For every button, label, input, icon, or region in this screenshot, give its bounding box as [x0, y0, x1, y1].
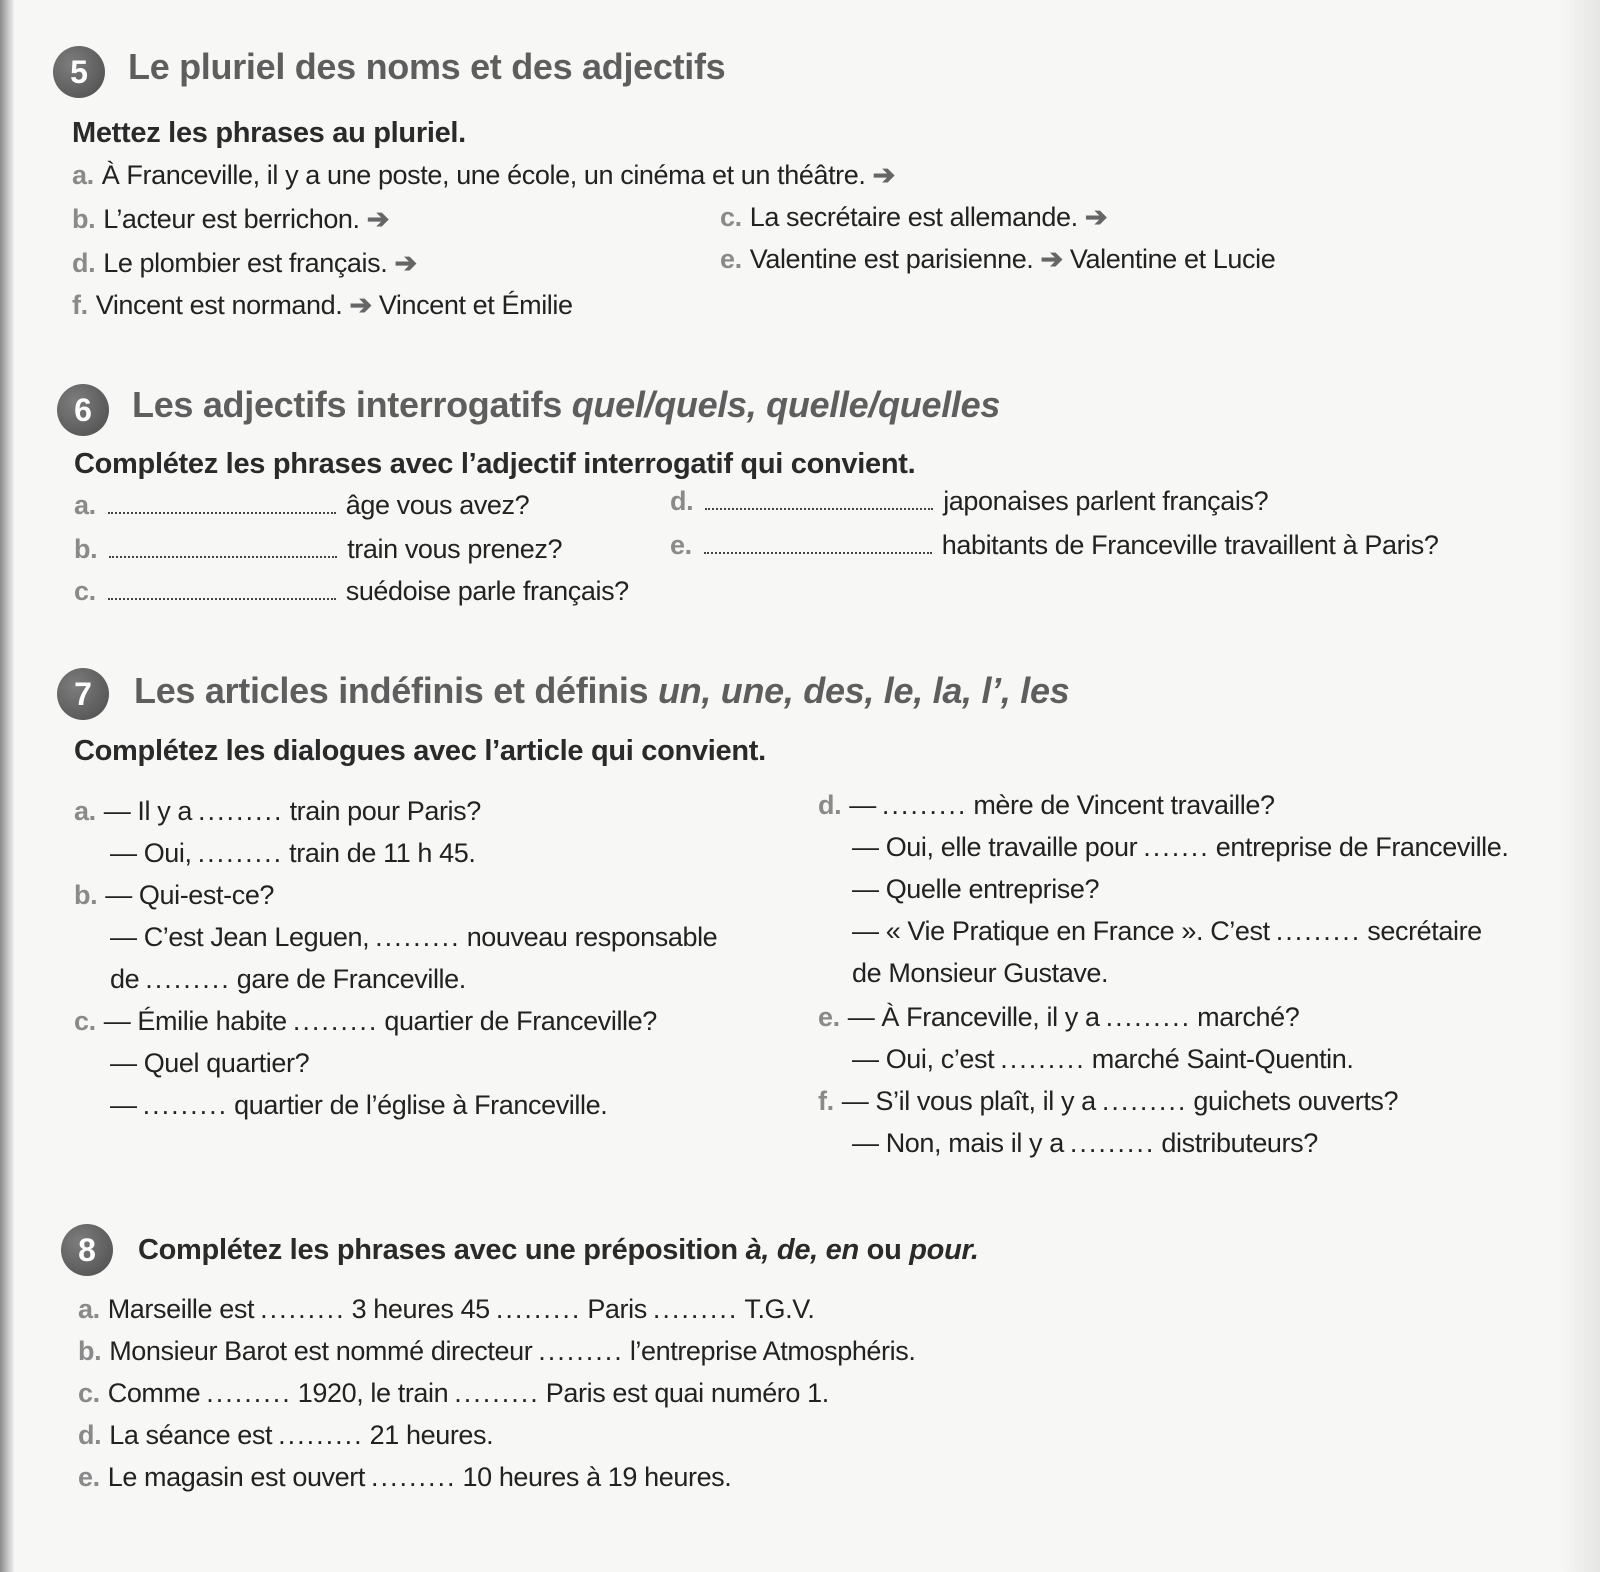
dialogue-line: [110, 964, 466, 995]
item-letter: a.: [74, 490, 96, 520]
answer-blank[interactable]: .........: [278, 1420, 364, 1450]
dialogue-text: — Oui,: [110, 838, 192, 868]
dialogue-text: mère de Vincent travaille?: [973, 790, 1275, 820]
item-text: T.G.V.: [744, 1294, 815, 1324]
exercise-item: [78, 1378, 829, 1409]
dialogue-line: [818, 790, 1275, 821]
instruction-text: Complétez les phrases avec une préposition: [138, 1234, 746, 1266]
item-continuation: Valentine et Lucie: [1069, 244, 1276, 274]
item-letter: d.: [818, 790, 842, 820]
dialogue-text: nouveau responsable: [466, 922, 718, 952]
answer-blank[interactable]: .........: [881, 790, 968, 820]
item-text: La secrétaire est allemande.: [749, 202, 1078, 232]
dialogue-text: entreprise de Franceville.: [1215, 832, 1509, 862]
dialogue-text: — Oui, c’est: [852, 1044, 995, 1074]
item-letter: a.: [78, 1294, 100, 1324]
dialogue-line: [818, 1002, 1299, 1033]
item-letter: e.: [818, 1002, 840, 1032]
dialogue-text: — Qui-est-ce?: [105, 880, 275, 910]
item-text: 3 heures 45: [351, 1294, 490, 1324]
item-letter: c.: [74, 1006, 96, 1036]
answer-blank[interactable]: .........: [260, 1294, 346, 1324]
dialogue-line: [852, 1128, 1318, 1159]
arrow-icon: ➔: [1084, 202, 1108, 232]
exercise-item: [74, 534, 562, 565]
exercise-item: [74, 490, 529, 521]
item-text: Vincent est normand.: [95, 290, 343, 320]
instruction: Complétez les dialogues avec l’article qui convient.: [74, 735, 766, 767]
dialogue-line: [852, 1044, 1354, 1075]
dialogue-text: quartier de l’église à Franceville.: [234, 1090, 608, 1120]
dialogue-text: — Quelle entreprise?: [852, 874, 1100, 904]
exercise-item: [72, 204, 389, 235]
item-text: habitants de Franceville travaillent à Paris?: [941, 530, 1439, 560]
item-letter: f.: [818, 1086, 834, 1116]
answer-blank[interactable]: .........: [292, 1006, 379, 1036]
answer-blank[interactable]: [704, 532, 932, 554]
section-title: [132, 384, 1000, 426]
instruction: [138, 1234, 979, 1267]
arrow-icon: ➔: [872, 160, 895, 190]
section-title: [134, 670, 1069, 712]
instruction: Complétez les phrases avec l’adjectif interrogatif qui convient.: [74, 448, 916, 480]
instruction-italic-text: à, de, en: [745, 1234, 859, 1266]
item-text: Paris est quai numéro 1.: [545, 1378, 829, 1408]
exercise-item: [74, 576, 629, 607]
item-text: train vous prenez?: [347, 534, 563, 564]
answer-blank[interactable]: .........: [375, 922, 461, 952]
exercise-item: [720, 244, 1275, 275]
answer-blank[interactable]: .........: [197, 838, 284, 868]
exercise-item: [78, 1336, 915, 1367]
title-italic-text: quel/quels, quelle/quelles: [571, 384, 1001, 425]
answer-blank[interactable]: .........: [142, 1090, 229, 1120]
exercise-item: [78, 1462, 731, 1493]
page-edge-shade: [1560, 0, 1600, 1572]
answer-blank[interactable]: .........: [1101, 1086, 1188, 1116]
answer-blank[interactable]: .........: [538, 1336, 624, 1366]
item-text: Marseille est: [107, 1294, 255, 1324]
arrow-icon: ➔: [394, 248, 417, 278]
answer-blank[interactable]: .........: [1105, 1002, 1192, 1032]
dialogue-line: [74, 1006, 657, 1037]
dialogue-line: [74, 880, 274, 911]
exercise-item: [72, 160, 895, 191]
dialogue-line: [818, 1086, 1398, 1117]
dialogue-text: — Quel quartier?: [110, 1048, 310, 1078]
item-text: Valentine est parisienne.: [749, 244, 1034, 274]
dialogue-text: — C’est Jean Leguen,: [110, 922, 370, 952]
title-italic-text: un, une, des, le, la, l’, les: [657, 670, 1070, 711]
answer-blank[interactable]: .........: [145, 964, 231, 994]
dialogue-text: — Il y a: [103, 796, 193, 826]
instruction: Mettez les phrases au pluriel.: [72, 117, 466, 149]
item-letter: e.: [670, 530, 692, 560]
exercise-item: [78, 1420, 493, 1451]
dialogue-text: —: [849, 790, 876, 820]
answer-blank[interactable]: .........: [1275, 916, 1362, 946]
instruction-text: ou: [858, 1234, 910, 1266]
exercise-item: [670, 486, 1268, 517]
answer-blank[interactable]: [108, 492, 336, 514]
exercise-number-badge: 6: [57, 384, 109, 436]
item-text: 10 heures à 19 heures.: [462, 1462, 732, 1492]
item-text: Paris: [587, 1294, 647, 1324]
item-text: La séance est: [109, 1420, 273, 1450]
item-text: suédoise parle français?: [345, 576, 629, 606]
item-text: Monsieur Barot est nommé directeur: [109, 1336, 533, 1366]
dialogue-line: [110, 838, 475, 869]
answer-blank[interactable]: .........: [652, 1294, 739, 1324]
item-text: Le magasin est ouvert: [107, 1462, 365, 1492]
item-letter: d.: [78, 1420, 102, 1450]
dialogue-text: — « Vie Pratique en France ». C’est: [852, 916, 1270, 946]
item-letter: c.: [720, 202, 742, 232]
dialogue-text: — À Franceville, il y a: [847, 1002, 1100, 1032]
item-text: À Franceville, il y a une poste, une école, un cinéma et un théâtre.: [101, 160, 866, 190]
answer-blank[interactable]: .........: [495, 1294, 582, 1324]
arrow-icon: ➔: [1040, 244, 1063, 274]
item-continuation: Vincent et Émilie: [378, 290, 573, 320]
dialogue-text: — Émilie habite: [103, 1006, 287, 1036]
dialogue-text: de: [110, 964, 140, 994]
dialogue-line: [74, 796, 481, 827]
exercise-number-badge: 8: [61, 1224, 113, 1276]
arrow-icon: ➔: [349, 290, 372, 320]
dialogue-text: gare de Franceville.: [236, 964, 466, 994]
dialogue-text: — S’il vous plaît, il y a: [841, 1086, 1096, 1116]
dialogue-line: [852, 958, 1108, 989]
dialogue-line: [110, 1090, 607, 1121]
title-text: Les adjectifs interrogatifs: [132, 384, 572, 425]
answer-blank[interactable]: .........: [454, 1378, 540, 1408]
item-letter: e.: [78, 1462, 100, 1492]
dialogue-text: secrétaire: [1367, 916, 1482, 946]
dialogue-line: [852, 874, 1099, 905]
dialogue-text: quartier de Franceville?: [384, 1006, 657, 1036]
exercise-number-badge: 7: [57, 668, 109, 720]
dialogue-line: [852, 916, 1482, 947]
section-title: Le pluriel des noms et des adjectifs: [128, 46, 726, 87]
dialogue-text: train de 11 h 45.: [289, 838, 476, 868]
dialogue-text: —: [110, 1090, 137, 1120]
answer-blank[interactable]: .........: [198, 796, 284, 826]
exercise-item: [78, 1294, 815, 1325]
item-letter: b.: [72, 204, 96, 234]
item-letter: c.: [74, 576, 96, 606]
answer-blank[interactable]: .........: [1069, 1128, 1156, 1158]
instruction-italic-text: pour.: [909, 1234, 979, 1266]
item-text: âge vous avez?: [345, 490, 530, 520]
exercise-item: [670, 530, 1439, 561]
item-letter: a.: [74, 796, 96, 826]
exercise-number-badge: 5: [53, 46, 105, 98]
dialogue-text: — Oui, elle travaille pour: [852, 832, 1138, 862]
item-letter: b.: [78, 1336, 102, 1366]
dialogue-line: [852, 832, 1509, 863]
dialogue-text: marché Saint-Quentin.: [1091, 1044, 1354, 1074]
dialogue-line: [110, 922, 717, 953]
dialogue-text: marché?: [1197, 1002, 1300, 1032]
answer-blank[interactable]: .......: [1143, 832, 1210, 862]
item-letter: c.: [78, 1378, 100, 1408]
item-text: L’acteur est berrichon.: [103, 204, 360, 234]
item-text: Le plombier est français.: [103, 248, 388, 278]
answer-blank[interactable]: [108, 578, 336, 600]
exercise-item: [720, 202, 1107, 233]
item-letter: d.: [72, 248, 96, 278]
dialogue-text: de Monsieur Gustave.: [852, 958, 1109, 988]
item-text: l’entreprise Atmosphéris.: [629, 1336, 916, 1366]
dialogue-text: — Non, mais il y a: [852, 1128, 1064, 1158]
exercise-item: [72, 290, 573, 321]
answer-blank[interactable]: .........: [206, 1378, 292, 1408]
item-text: Comme: [107, 1378, 201, 1408]
answer-blank[interactable]: .........: [370, 1462, 457, 1492]
item-letter: b.: [74, 880, 98, 910]
item-letter: a.: [72, 160, 94, 190]
arrow-icon: ➔: [366, 204, 389, 234]
dialogue-text: train pour Paris?: [289, 796, 481, 826]
item-letter: e.: [720, 244, 742, 274]
title-text: Les articles indéfinis et définis: [134, 670, 658, 711]
exercise-item: [72, 248, 417, 279]
item-letter: f.: [72, 290, 88, 320]
answer-blank[interactable]: .........: [1000, 1044, 1086, 1074]
item-text: 1920, le train: [297, 1378, 449, 1408]
book-spine-shadow: [0, 0, 14, 1572]
item-letter: b.: [74, 534, 98, 564]
item-text: 21 heures.: [369, 1420, 494, 1450]
dialogue-line: [110, 1048, 309, 1079]
answer-blank[interactable]: [109, 536, 337, 558]
dialogue-text: distributeurs?: [1161, 1128, 1318, 1158]
dialogue-text: guichets ouverts?: [1193, 1086, 1399, 1116]
item-text: japonaises parlent français?: [943, 486, 1269, 516]
answer-blank[interactable]: [705, 488, 933, 510]
item-letter: d.: [670, 486, 694, 516]
